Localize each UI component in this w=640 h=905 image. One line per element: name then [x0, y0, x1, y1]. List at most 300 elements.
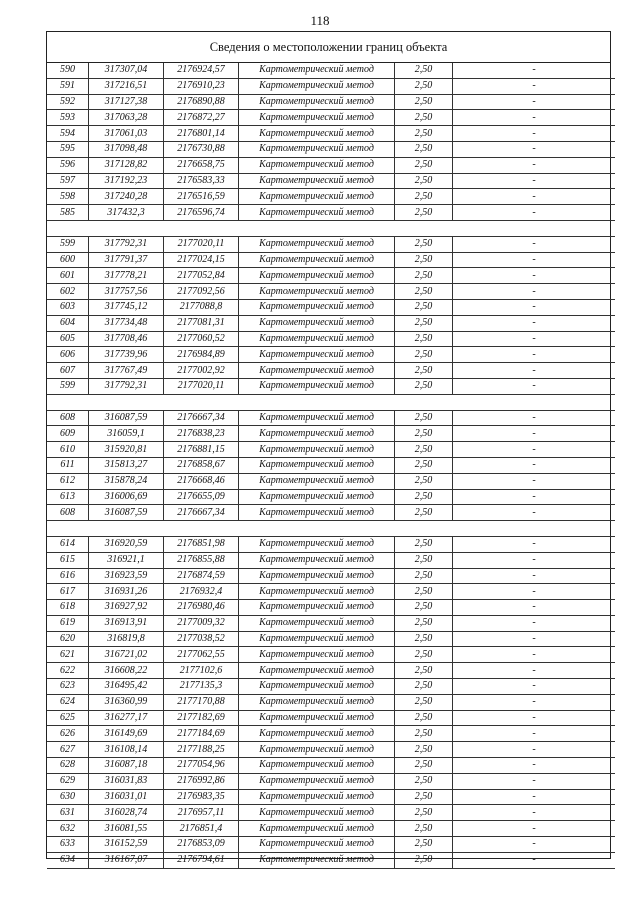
description-cell: - — [453, 805, 616, 821]
accuracy-cell: 2,50 — [395, 110, 453, 126]
table-row — [47, 205, 615, 221]
accuracy-cell: 2,50 — [395, 268, 453, 284]
point-number-cell: 625 — [47, 710, 89, 726]
description-cell: - — [453, 837, 616, 853]
description-cell: - — [453, 489, 616, 505]
accuracy-cell: 2,50 — [395, 426, 453, 442]
accuracy-cell: 2,50 — [395, 363, 453, 379]
coordinate-y-cell: 2177060,52 — [164, 331, 239, 347]
table-row — [47, 157, 615, 173]
table-row — [47, 600, 615, 616]
table-row — [47, 584, 615, 600]
description-cell: - — [453, 584, 616, 600]
point-number-cell: 594 — [47, 126, 89, 142]
table-row — [47, 378, 615, 394]
accuracy-cell: 2,50 — [395, 647, 453, 663]
description-cell: - — [453, 63, 616, 78]
table-row — [47, 173, 615, 189]
method-cell: Картометрический метод — [239, 63, 395, 78]
point-number-cell: 617 — [47, 584, 89, 600]
method-cell: Картометрический метод — [239, 505, 395, 521]
coordinate-x-cell: 316059,1 — [89, 426, 164, 442]
method-cell: Картометрический метод — [239, 758, 395, 774]
table-row — [47, 457, 615, 473]
coordinate-y-cell: 2176583,33 — [164, 173, 239, 189]
coordinate-x-cell: 317708,46 — [89, 331, 164, 347]
description-cell: - — [453, 789, 616, 805]
coordinate-x-cell: 317216,51 — [89, 78, 164, 94]
accuracy-cell: 2,50 — [395, 189, 453, 205]
accuracy-cell: 2,50 — [395, 173, 453, 189]
point-number-cell: 593 — [47, 110, 89, 126]
table-row — [47, 299, 615, 315]
accuracy-cell: 2,50 — [395, 457, 453, 473]
accuracy-cell: 2,50 — [395, 615, 453, 631]
method-cell: Картометрический метод — [239, 742, 395, 758]
description-cell: - — [453, 852, 616, 868]
accuracy-cell: 2,50 — [395, 789, 453, 805]
table-row — [47, 268, 615, 284]
table-row — [47, 126, 615, 142]
page-number: 118 — [310, 13, 330, 28]
accuracy-cell: 2,50 — [395, 679, 453, 695]
point-number-cell: 596 — [47, 157, 89, 173]
point-number-cell: 609 — [47, 426, 89, 442]
table-row — [47, 631, 615, 647]
method-cell: Картометрический метод — [239, 410, 395, 426]
description-cell: - — [453, 410, 616, 426]
method-cell: Картометрический метод — [239, 600, 395, 616]
coordinate-y-cell: 2176980,46 — [164, 600, 239, 616]
table-row — [47, 410, 615, 426]
description-cell: - — [453, 315, 616, 331]
table-row — [47, 694, 615, 710]
coordinate-x-cell: 316031,01 — [89, 789, 164, 805]
accuracy-cell: 2,50 — [395, 252, 453, 268]
point-number-cell: 602 — [47, 284, 89, 300]
coordinate-x-cell: 315878,24 — [89, 473, 164, 489]
table-row — [47, 758, 615, 774]
coordinate-y-cell: 2176957,11 — [164, 805, 239, 821]
coordinate-y-cell: 2177009,32 — [164, 615, 239, 631]
coordinate-y-cell: 2176667,34 — [164, 505, 239, 521]
coordinate-y-cell: 2177182,69 — [164, 710, 239, 726]
coordinate-y-cell: 2177038,52 — [164, 631, 239, 647]
coordinate-x-cell: 316923,59 — [89, 568, 164, 584]
coordinate-y-cell: 2177052,84 — [164, 268, 239, 284]
table-row — [47, 347, 615, 363]
coordinate-y-cell: 2176983,35 — [164, 789, 239, 805]
coordinate-x-cell: 317432,3 — [89, 205, 164, 221]
method-cell: Картометрический метод — [239, 710, 395, 726]
coordinate-x-cell: 316277,17 — [89, 710, 164, 726]
accuracy-cell: 2,50 — [395, 378, 453, 394]
table-row — [47, 78, 615, 94]
point-number-cell: 591 — [47, 78, 89, 94]
coordinate-x-cell: 316608,22 — [89, 663, 164, 679]
method-cell: Картометрический метод — [239, 205, 395, 221]
accuracy-cell: 2,50 — [395, 442, 453, 458]
point-number-cell: 634 — [47, 852, 89, 868]
coordinate-x-cell: 316495,42 — [89, 679, 164, 695]
coordinates-table — [47, 63, 615, 869]
table-row — [47, 837, 615, 853]
accuracy-cell: 2,50 — [395, 410, 453, 426]
method-cell: Картометрический метод — [239, 78, 395, 94]
coordinate-y-cell: 2176668,46 — [164, 473, 239, 489]
accuracy-cell: 2,50 — [395, 299, 453, 315]
table-row — [47, 363, 615, 379]
accuracy-cell: 2,50 — [395, 489, 453, 505]
table-row — [47, 110, 615, 126]
description-cell: - — [453, 758, 616, 774]
accuracy-cell: 2,50 — [395, 600, 453, 616]
description-cell: - — [453, 110, 616, 126]
coordinate-x-cell: 316819,8 — [89, 631, 164, 647]
table-row — [47, 536, 615, 552]
coordinate-y-cell: 2177102,6 — [164, 663, 239, 679]
method-cell: Картометрический метод — [239, 805, 395, 821]
description-cell: - — [453, 442, 616, 458]
coordinate-x-cell: 317240,28 — [89, 189, 164, 205]
method-cell: Картометрический метод — [239, 773, 395, 789]
method-cell: Картометрический метод — [239, 110, 395, 126]
point-number-cell: 604 — [47, 315, 89, 331]
coordinate-x-cell: 317098,48 — [89, 141, 164, 157]
coordinate-y-cell: 2176858,67 — [164, 457, 239, 473]
coordinate-y-cell: 2176874,59 — [164, 568, 239, 584]
method-cell: Картометрический метод — [239, 126, 395, 142]
coordinate-y-cell: 2177135,3 — [164, 679, 239, 695]
description-cell: - — [453, 126, 616, 142]
contour-separator-row — [47, 220, 615, 236]
coordinate-y-cell: 2176910,23 — [164, 78, 239, 94]
description-cell: - — [453, 457, 616, 473]
contour-separator-row — [47, 521, 615, 537]
coordinate-x-cell: 316152,59 — [89, 837, 164, 853]
point-number-cell: 613 — [47, 489, 89, 505]
table-row — [47, 852, 615, 868]
method-cell: Картометрический метод — [239, 568, 395, 584]
point-number-cell: 595 — [47, 141, 89, 157]
coordinate-y-cell: 2176851,4 — [164, 821, 239, 837]
method-cell: Картометрический метод — [239, 631, 395, 647]
description-cell: - — [453, 726, 616, 742]
description-cell: - — [453, 252, 616, 268]
coordinate-x-cell: 316913,91 — [89, 615, 164, 631]
point-number-cell: 608 — [47, 505, 89, 521]
description-cell: - — [453, 284, 616, 300]
coordinate-y-cell: 2176924,57 — [164, 63, 239, 78]
coordinate-y-cell: 2176596,74 — [164, 205, 239, 221]
method-cell: Картометрический метод — [239, 331, 395, 347]
coordinate-x-cell: 316081,55 — [89, 821, 164, 837]
method-cell: Картометрический метод — [239, 442, 395, 458]
method-cell: Картометрический метод — [239, 837, 395, 853]
coordinate-x-cell: 315920,81 — [89, 442, 164, 458]
point-number-cell: 598 — [47, 189, 89, 205]
accuracy-cell: 2,50 — [395, 331, 453, 347]
contour-separator-row — [47, 394, 615, 410]
method-cell: Картометрический метод — [239, 363, 395, 379]
method-cell: Картометрический метод — [239, 284, 395, 300]
accuracy-cell: 2,50 — [395, 536, 453, 552]
description-cell: - — [453, 378, 616, 394]
coordinate-x-cell: 317757,56 — [89, 284, 164, 300]
accuracy-cell: 2,50 — [395, 568, 453, 584]
description-cell: - — [453, 600, 616, 616]
table-row — [47, 489, 615, 505]
coordinate-y-cell: 2176667,34 — [164, 410, 239, 426]
coordinate-y-cell: 2177088,8 — [164, 299, 239, 315]
point-number-cell: 601 — [47, 268, 89, 284]
point-number-cell: 621 — [47, 647, 89, 663]
description-cell: - — [453, 189, 616, 205]
table-row — [47, 442, 615, 458]
description-cell: - — [453, 679, 616, 695]
coordinate-y-cell: 2177184,69 — [164, 726, 239, 742]
coordinate-y-cell: 2176655,09 — [164, 489, 239, 505]
coordinate-x-cell: 316087,59 — [89, 410, 164, 426]
description-cell: - — [453, 568, 616, 584]
accuracy-cell: 2,50 — [395, 694, 453, 710]
point-number-cell: 632 — [47, 821, 89, 837]
point-number-cell: 624 — [47, 694, 89, 710]
table-row — [47, 236, 615, 252]
point-number-cell: 606 — [47, 347, 89, 363]
point-number-cell: 615 — [47, 552, 89, 568]
accuracy-cell: 2,50 — [395, 284, 453, 300]
description-cell: - — [453, 710, 616, 726]
coordinate-y-cell: 2176801,14 — [164, 126, 239, 142]
description-cell: - — [453, 331, 616, 347]
coordinate-x-cell: 316721,02 — [89, 647, 164, 663]
separator-cell — [47, 394, 615, 410]
table-row — [47, 63, 615, 78]
accuracy-cell: 2,50 — [395, 236, 453, 252]
coordinate-y-cell: 2176872,27 — [164, 110, 239, 126]
accuracy-cell: 2,50 — [395, 758, 453, 774]
point-number-cell: 607 — [47, 363, 89, 379]
coordinate-y-cell: 2177002,92 — [164, 363, 239, 379]
accuracy-cell: 2,50 — [395, 663, 453, 679]
method-cell: Картометрический метод — [239, 663, 395, 679]
table-row — [47, 805, 615, 821]
coordinate-x-cell: 317307,04 — [89, 63, 164, 78]
method-cell: Картометрический метод — [239, 584, 395, 600]
coordinate-y-cell: 2177020,11 — [164, 236, 239, 252]
separator-cell — [47, 521, 615, 537]
point-number-cell: 633 — [47, 837, 89, 853]
description-cell: - — [453, 505, 616, 521]
method-cell: Картометрический метод — [239, 694, 395, 710]
accuracy-cell: 2,50 — [395, 126, 453, 142]
point-number-cell: 626 — [47, 726, 89, 742]
method-cell: Картометрический метод — [239, 489, 395, 505]
table-row — [47, 615, 615, 631]
description-cell: - — [453, 473, 616, 489]
method-cell: Картометрический метод — [239, 189, 395, 205]
point-number-cell: 585 — [47, 205, 89, 221]
coordinate-x-cell: 316149,69 — [89, 726, 164, 742]
accuracy-cell: 2,50 — [395, 631, 453, 647]
coordinate-x-cell: 317061,03 — [89, 126, 164, 142]
point-number-cell: 631 — [47, 805, 89, 821]
coordinate-x-cell: 316927,92 — [89, 600, 164, 616]
point-number-cell: 627 — [47, 742, 89, 758]
description-cell: - — [453, 363, 616, 379]
table-row — [47, 821, 615, 837]
description-cell: - — [453, 205, 616, 221]
point-number-cell: 622 — [47, 663, 89, 679]
table-row — [47, 284, 615, 300]
accuracy-cell: 2,50 — [395, 505, 453, 521]
coordinate-x-cell: 317739,96 — [89, 347, 164, 363]
accuracy-cell: 2,50 — [395, 837, 453, 853]
coordinate-y-cell: 2176658,75 — [164, 157, 239, 173]
coordinate-x-cell: 317127,38 — [89, 94, 164, 110]
description-cell: - — [453, 631, 616, 647]
coordinate-x-cell: 316108,14 — [89, 742, 164, 758]
coordinate-y-cell: 2176932,4 — [164, 584, 239, 600]
accuracy-cell: 2,50 — [395, 141, 453, 157]
point-number-cell: 620 — [47, 631, 89, 647]
description-cell: - — [453, 141, 616, 157]
method-cell: Картометрический метод — [239, 679, 395, 695]
coordinate-x-cell: 317128,82 — [89, 157, 164, 173]
method-cell: Картометрический метод — [239, 552, 395, 568]
coordinate-y-cell: 2177092,56 — [164, 284, 239, 300]
description-cell: - — [453, 94, 616, 110]
description-cell: - — [453, 647, 616, 663]
table-row — [47, 331, 615, 347]
coordinate-x-cell: 315813,27 — [89, 457, 164, 473]
coordinate-x-cell: 317778,21 — [89, 268, 164, 284]
point-number-cell: 599 — [47, 378, 89, 394]
description-cell: - — [453, 663, 616, 679]
table-row — [47, 315, 615, 331]
table-row — [47, 789, 615, 805]
method-cell: Картометрический метод — [239, 268, 395, 284]
point-number-cell: 619 — [47, 615, 89, 631]
table-row — [47, 647, 615, 663]
point-number-cell: 605 — [47, 331, 89, 347]
description-cell: - — [453, 299, 616, 315]
point-number-cell: 590 — [47, 63, 89, 78]
point-number-cell: 629 — [47, 773, 89, 789]
accuracy-cell: 2,50 — [395, 315, 453, 331]
table-title: Сведения о местоположении границ объекта — [47, 32, 610, 63]
description-cell: - — [453, 268, 616, 284]
table-row — [47, 773, 615, 789]
coordinate-y-cell: 2176794,61 — [164, 852, 239, 868]
coordinate-y-cell: 2176984,89 — [164, 347, 239, 363]
method-cell: Картометрический метод — [239, 94, 395, 110]
table-row — [47, 473, 615, 489]
separator-cell — [47, 220, 615, 236]
accuracy-cell: 2,50 — [395, 78, 453, 94]
coordinate-y-cell: 2177170,88 — [164, 694, 239, 710]
description-cell: - — [453, 157, 616, 173]
table-row — [47, 189, 615, 205]
method-cell: Картометрический метод — [239, 141, 395, 157]
coordinate-x-cell: 317792,31 — [89, 236, 164, 252]
accuracy-cell: 2,50 — [395, 742, 453, 758]
description-cell: - — [453, 236, 616, 252]
method-cell: Картометрический метод — [239, 426, 395, 442]
table-row — [47, 663, 615, 679]
coordinate-y-cell: 2176516,59 — [164, 189, 239, 205]
coordinate-x-cell: 316921,1 — [89, 552, 164, 568]
coordinate-y-cell: 2177024,15 — [164, 252, 239, 268]
method-cell: Картометрический метод — [239, 315, 395, 331]
table-row — [47, 568, 615, 584]
table-row — [47, 552, 615, 568]
table-row — [47, 679, 615, 695]
accuracy-cell: 2,50 — [395, 852, 453, 868]
point-number-cell: 603 — [47, 299, 89, 315]
description-cell: - — [453, 173, 616, 189]
point-number-cell: 614 — [47, 536, 89, 552]
coordinate-x-cell: 317192,23 — [89, 173, 164, 189]
table-row — [47, 742, 615, 758]
method-cell: Картометрический метод — [239, 615, 395, 631]
coordinate-x-cell: 316167,07 — [89, 852, 164, 868]
coordinate-x-cell: 317791,37 — [89, 252, 164, 268]
accuracy-cell: 2,50 — [395, 347, 453, 363]
method-cell: Картометрический метод — [239, 157, 395, 173]
table-row — [47, 726, 615, 742]
accuracy-cell: 2,50 — [395, 805, 453, 821]
coordinate-y-cell: 2176838,23 — [164, 426, 239, 442]
coordinate-x-cell: 316031,83 — [89, 773, 164, 789]
table-row — [47, 94, 615, 110]
point-number-cell: 599 — [47, 236, 89, 252]
method-cell: Картометрический метод — [239, 347, 395, 363]
coordinate-y-cell: 2176881,15 — [164, 442, 239, 458]
description-cell: - — [453, 821, 616, 837]
method-cell: Картометрический метод — [239, 457, 395, 473]
point-number-cell: 623 — [47, 679, 89, 695]
coordinate-x-cell: 317063,28 — [89, 110, 164, 126]
point-number-cell: 592 — [47, 94, 89, 110]
coordinate-y-cell: 2177062,55 — [164, 647, 239, 663]
coordinate-x-cell: 317745,12 — [89, 299, 164, 315]
coordinate-y-cell: 2176853,09 — [164, 837, 239, 853]
point-number-cell: 611 — [47, 457, 89, 473]
coordinate-x-cell: 316931,26 — [89, 584, 164, 600]
boundary-sheet — [46, 31, 611, 866]
method-cell: Картометрический метод — [239, 821, 395, 837]
point-number-cell: 618 — [47, 600, 89, 616]
accuracy-cell: 2,50 — [395, 726, 453, 742]
table-row — [47, 141, 615, 157]
description-cell: - — [453, 742, 616, 758]
coordinate-y-cell: 2176730,88 — [164, 141, 239, 157]
accuracy-cell: 2,50 — [395, 710, 453, 726]
coordinate-x-cell: 316087,59 — [89, 505, 164, 521]
coordinate-y-cell: 2177054,96 — [164, 758, 239, 774]
coordinate-x-cell: 317792,31 — [89, 378, 164, 394]
coordinate-y-cell: 2176992,86 — [164, 773, 239, 789]
method-cell: Картометрический метод — [239, 536, 395, 552]
table-row — [47, 252, 615, 268]
point-number-cell: 608 — [47, 410, 89, 426]
accuracy-cell: 2,50 — [395, 584, 453, 600]
point-number-cell: 600 — [47, 252, 89, 268]
method-cell: Картометрический метод — [239, 726, 395, 742]
description-cell: - — [453, 426, 616, 442]
